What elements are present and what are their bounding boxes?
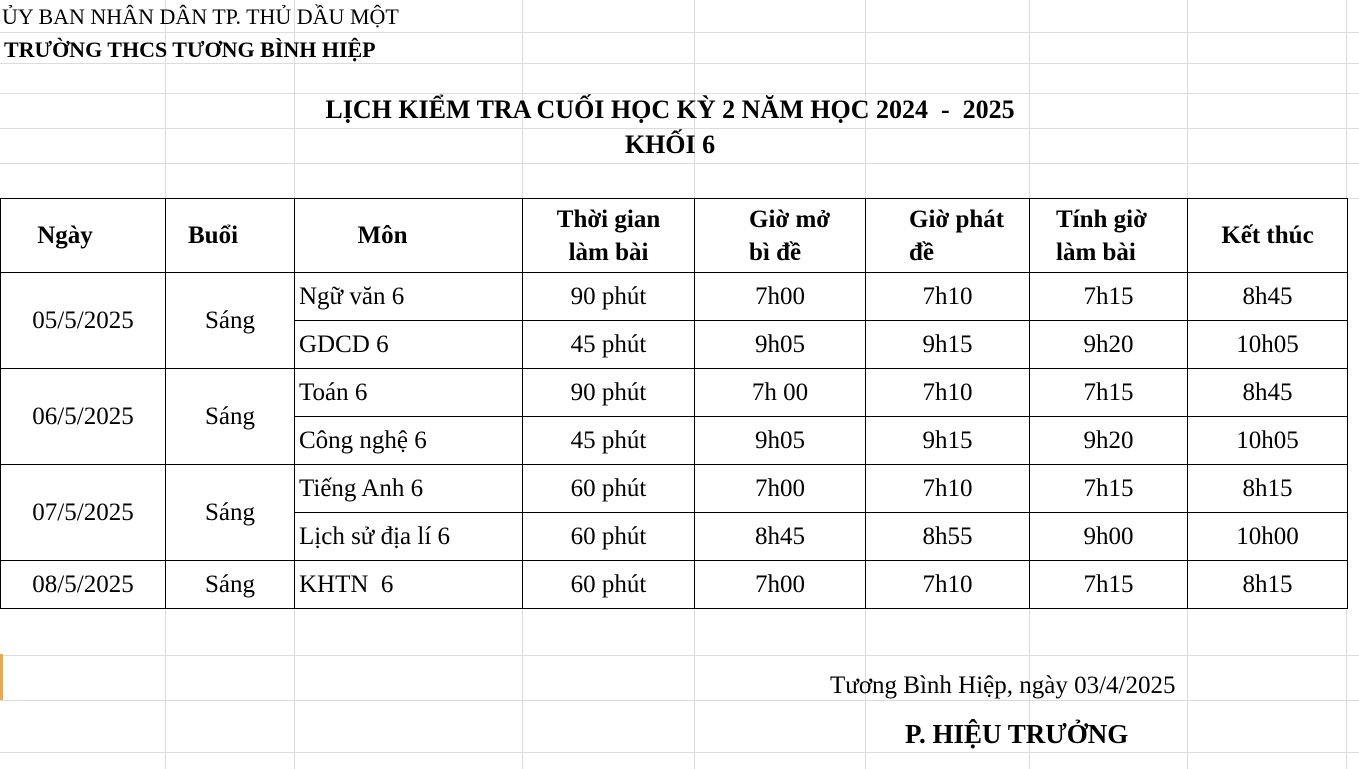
duration-cell: 90 phút [523, 369, 695, 417]
header-open-time: Giờ mở bì đề [695, 199, 866, 273]
hand-out-time-cell: 7h10 [866, 561, 1030, 609]
committee-name: ỦY BAN NHÂN DÂN TP. THỦ DẦU MỘT [2, 4, 399, 29]
header-duration: Thời gian làm bài [523, 199, 695, 273]
open-time-cell: 7h00 [695, 561, 866, 609]
header-session-label: Buổi [187, 222, 239, 249]
duration-cell: 90 phút [523, 273, 695, 321]
gridline [0, 128, 1359, 129]
place-and-date: Tương Bình Hiệp, ngày 03/4/2025 [830, 672, 1176, 699]
subject-cell: GDCD 6 [295, 321, 523, 369]
end-time-cell: 8h15 [1188, 465, 1348, 513]
gridline [0, 93, 1359, 94]
start-time-cell: 9h20 [1030, 417, 1188, 465]
start-time-cell: 7h15 [1030, 561, 1188, 609]
end-time-cell: 8h45 [1188, 273, 1348, 321]
row-marker [0, 654, 3, 700]
gridline [0, 163, 1359, 164]
subject-cell: KHTN 6 [295, 561, 523, 609]
duration-cell: 60 phút [523, 561, 695, 609]
table-row [1, 465, 1348, 513]
hand-out-time-cell: 7h10 [866, 369, 1030, 417]
start-time-cell: 9h20 [1030, 321, 1188, 369]
subject-cell: Lịch sử địa lí 6 [295, 513, 523, 561]
hand-out-time-cell: 7h10 [866, 465, 1030, 513]
gridline [0, 700, 1359, 701]
header-subject [295, 199, 523, 273]
page-title: LỊCH KIỂM TRA CUỐI HỌC KỲ 2 NĂM HỌC 2024 - 2025 [325, 95, 1015, 124]
hand-out-time-cell: 8h55 [866, 513, 1030, 561]
header-end-time [1188, 199, 1348, 273]
subject-cell: Công nghệ 6 [295, 417, 523, 465]
hand-out-time-cell: 7h10 [866, 273, 1030, 321]
session-cell: Sáng [166, 369, 295, 465]
gridline [0, 63, 1359, 64]
session-cell: Sáng [166, 561, 295, 609]
header-subject-label: Môn [357, 222, 408, 249]
date-cell: 06/5/2025 [1, 369, 166, 465]
hand-out-time-cell: 9h15 [866, 321, 1030, 369]
session-cell: Sáng [166, 273, 295, 369]
date-cell: 05/5/2025 [1, 273, 166, 369]
school-name: TRƯỜNG THCS TƯƠNG BÌNH HIỆP [4, 37, 376, 62]
gridline [0, 752, 1359, 753]
hand-out-time-cell: 9h15 [866, 417, 1030, 465]
end-time-cell: 10h00 [1188, 513, 1348, 561]
duration-cell: 60 phút [523, 465, 695, 513]
gridline [0, 32, 1359, 33]
date-cell: 07/5/2025 [1, 465, 166, 561]
end-time-cell: 8h45 [1188, 369, 1348, 417]
open-time-cell: 8h45 [695, 513, 866, 561]
duration-cell: 45 phút [523, 321, 695, 369]
header-date-label: Ngày [37, 222, 93, 249]
header-hand-out-time: Giờ phát đề [866, 199, 1030, 273]
start-time-cell: 9h00 [1030, 513, 1188, 561]
end-time-cell: 8h15 [1188, 561, 1348, 609]
start-time-cell: 7h15 [1030, 273, 1188, 321]
table-row [1, 273, 1348, 321]
subject-cell: Toán 6 [295, 369, 523, 417]
page-subtitle: KHỐI 6 [624, 130, 716, 159]
exam-schedule-table [0, 198, 1348, 609]
start-time-cell: 7h15 [1030, 465, 1188, 513]
signer-title: P. HIỆU TRƯỞNG [905, 719, 1129, 749]
session-cell: Sáng [166, 465, 295, 561]
table-row [1, 561, 1348, 609]
duration-cell: 60 phút [523, 513, 695, 561]
gridline [0, 655, 1359, 656]
header-session [166, 199, 295, 273]
start-time-cell: 7h15 [1030, 369, 1188, 417]
header-start-time: Tính giờ làm bài [1030, 199, 1188, 273]
subject-cell: Ngữ văn 6 [295, 273, 523, 321]
open-time-cell: 7h00 [695, 465, 866, 513]
end-time-cell: 10h05 [1188, 321, 1348, 369]
end-time-cell: 10h05 [1188, 417, 1348, 465]
table-row [1, 369, 1348, 417]
table-header-row [1, 199, 1348, 273]
header-date [1, 199, 166, 273]
duration-cell: 45 phút [523, 417, 695, 465]
open-time-cell: 9h05 [695, 417, 866, 465]
open-time-cell: 7h 00 [695, 369, 866, 417]
header-end-label: Kết thúc [1221, 222, 1314, 249]
open-time-cell: 9h05 [695, 321, 866, 369]
subject-cell: Tiếng Anh 6 [295, 465, 523, 513]
open-time-cell: 7h00 [695, 273, 866, 321]
date-cell: 08/5/2025 [1, 561, 166, 609]
